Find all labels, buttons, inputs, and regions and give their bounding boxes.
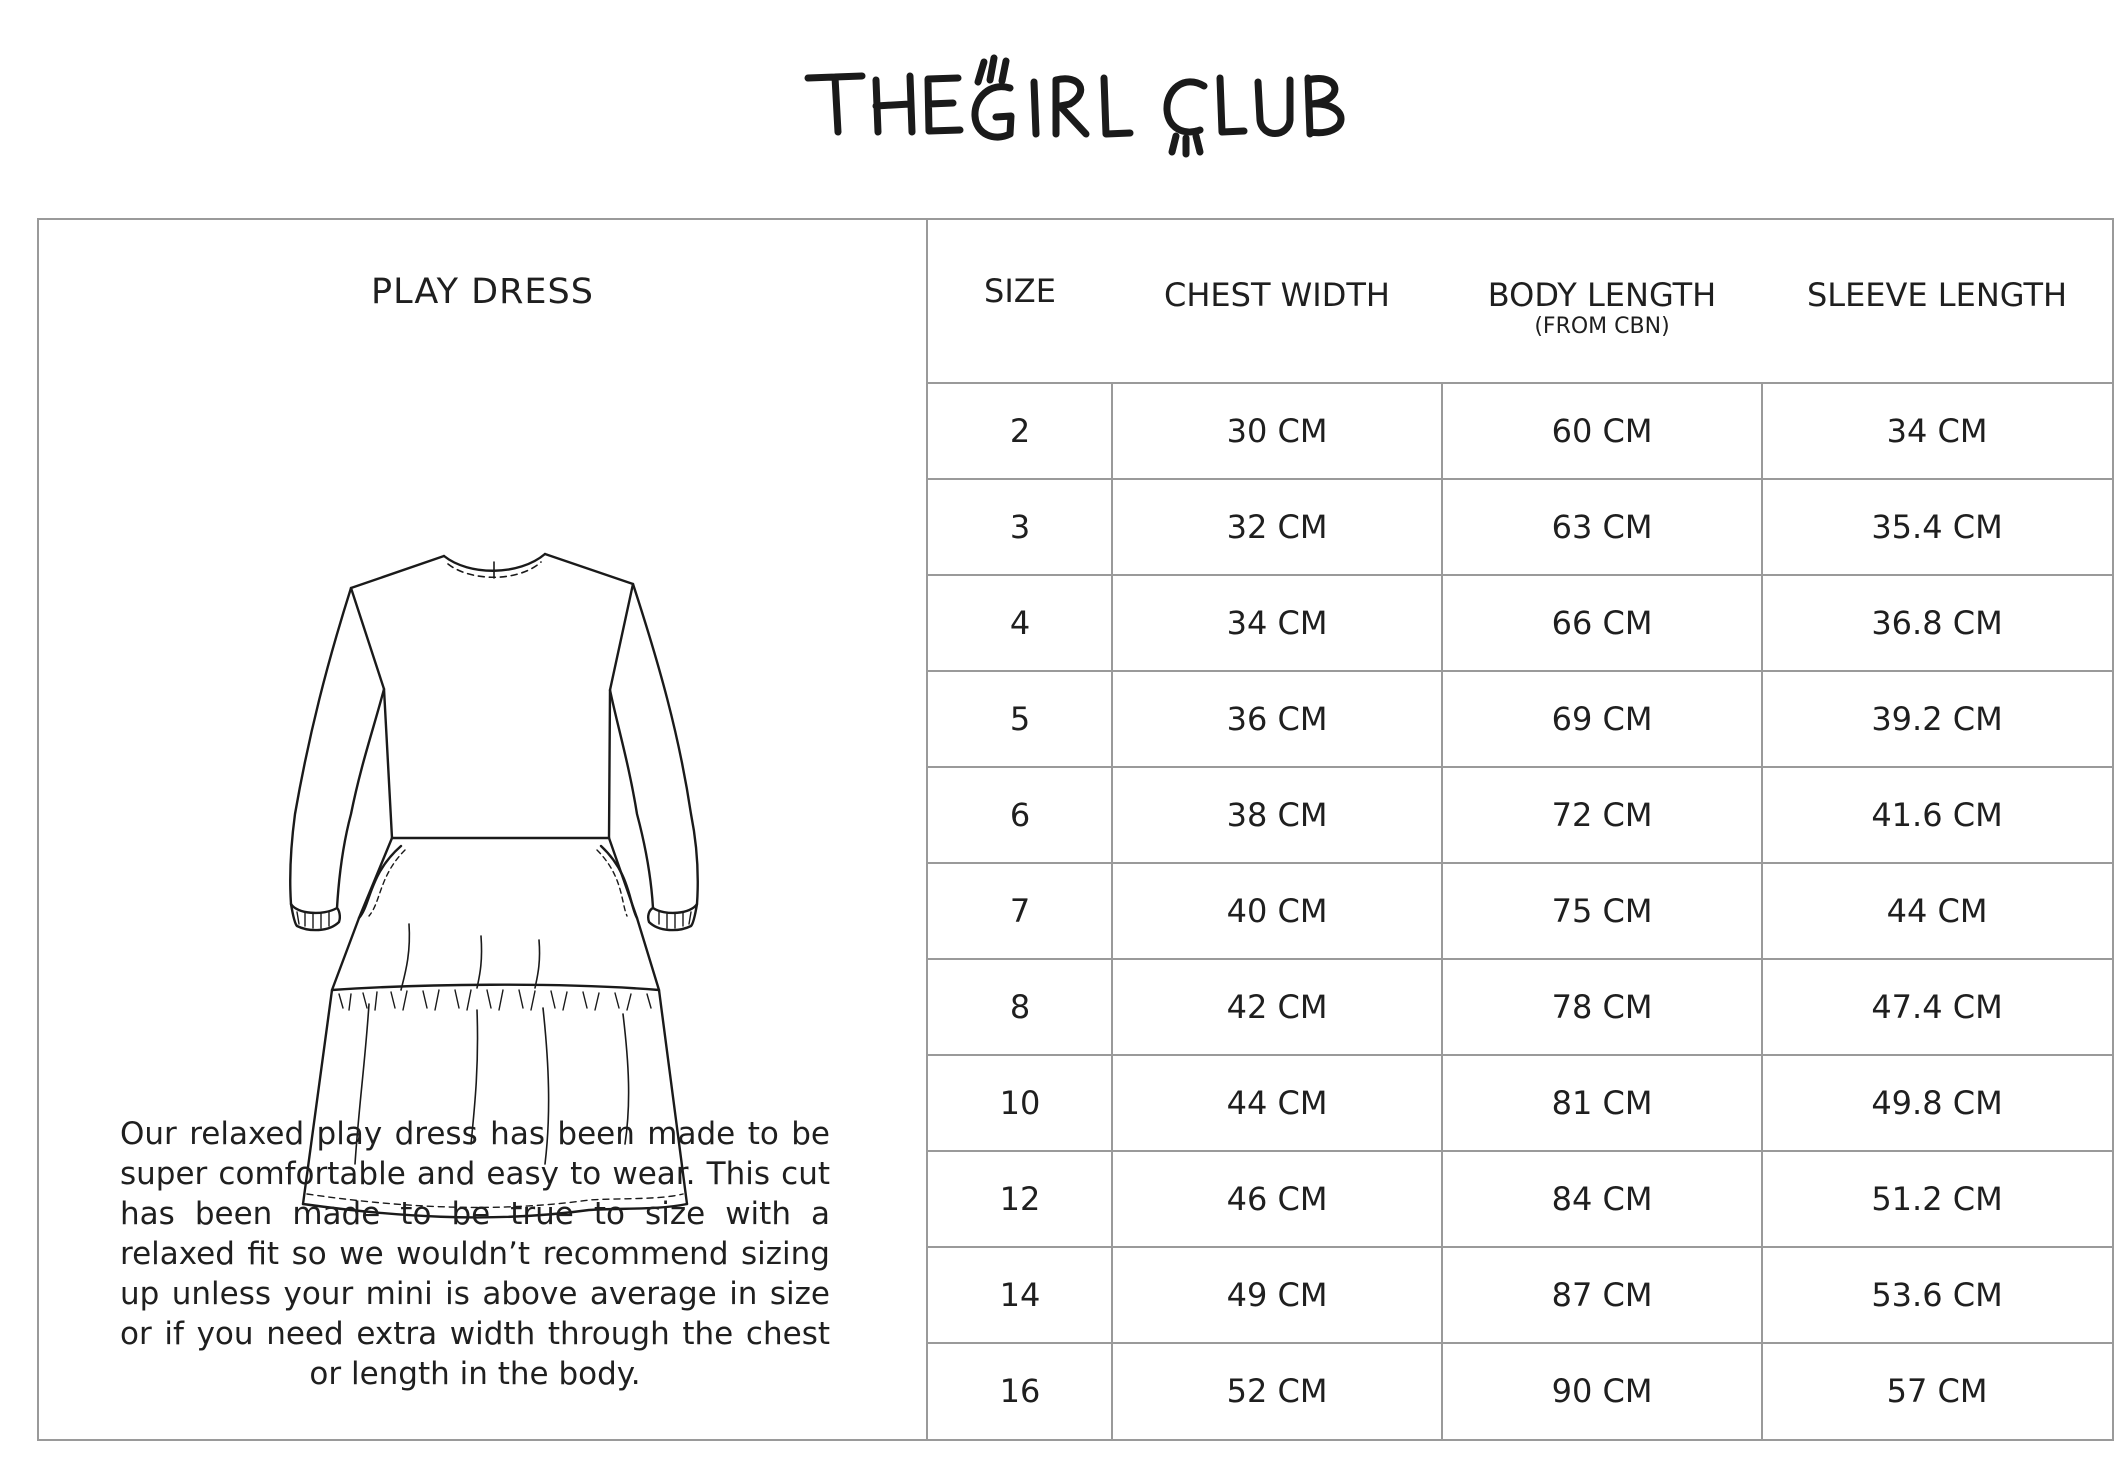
size-cell: 10	[999, 1084, 1041, 1122]
sleeve-length-cell: 44 CM	[1886, 892, 1988, 930]
product-description: Our relaxed play dress has been made to be super comfortable and easy to wear. This cut has been made to be true to size with a relaxed fit so we wouldn’t recommend sizing up unless your mini is above average in size or if you need extra width through the chest or length in the body.	[120, 1116, 830, 1392]
sleeve-length-cell: 57 CM	[1886, 1372, 1988, 1410]
size-cell: 3	[1009, 508, 1031, 546]
body-length-cell: 63 CM	[1551, 508, 1653, 546]
row-divider	[928, 382, 2112, 384]
column-header-label: CHEST WIDTH	[1164, 276, 1390, 314]
column-header-chest-width	[1112, 220, 1442, 383]
size-table	[928, 220, 2112, 1439]
body-length-cell: 84 CM	[1551, 1180, 1653, 1218]
row-divider	[928, 1054, 2112, 1056]
product-panel	[39, 220, 926, 1439]
chest-width-cell: 42 CM	[1226, 988, 1328, 1026]
column-header-body-length	[1442, 220, 1762, 383]
column-header-sleeve-length	[1762, 220, 2112, 383]
size-cell: 12	[999, 1180, 1041, 1218]
size-cell: 8	[1009, 988, 1031, 1026]
body-length-cell: 78 CM	[1551, 988, 1653, 1026]
chest-width-cell: 34 CM	[1226, 604, 1328, 642]
column-header-label: SIZE	[984, 272, 1056, 310]
chest-width-cell: 30 CM	[1226, 412, 1328, 450]
sleeve-length-cell: 34 CM	[1886, 412, 1988, 450]
chest-width-cell: 40 CM	[1226, 892, 1328, 930]
size-cell: 7	[1009, 892, 1031, 930]
column-header-label: BODY LENGTH	[1487, 276, 1717, 314]
row-divider	[928, 478, 2112, 480]
chest-width-cell: 38 CM	[1226, 796, 1328, 834]
sleeve-length-cell: 51.2 CM	[1871, 1180, 2003, 1218]
column-header-label: SLEEVE LENGTH	[1806, 276, 2068, 314]
row-divider	[928, 1150, 2112, 1152]
sleeve-length-cell: 41.6 CM	[1871, 796, 2003, 834]
body-length-cell: 90 CM	[1551, 1372, 1653, 1410]
column-header-sublabel: (FROM CBN)	[1534, 314, 1670, 339]
size-cell: 16	[999, 1372, 1041, 1410]
chest-width-cell: 36 CM	[1226, 700, 1328, 738]
body-length-cell: 66 CM	[1551, 604, 1653, 642]
chest-width-cell: 49 CM	[1226, 1276, 1328, 1314]
body-length-cell: 72 CM	[1551, 796, 1653, 834]
column-header-size	[928, 220, 1112, 383]
sleeve-length-cell: 53.6 CM	[1871, 1276, 2003, 1314]
row-divider	[928, 670, 2112, 672]
body-length-cell: 87 CM	[1551, 1276, 1653, 1314]
sleeve-length-cell: 39.2 CM	[1871, 700, 2003, 738]
chest-width-cell: 46 CM	[1226, 1180, 1328, 1218]
body-length-cell: 81 CM	[1551, 1084, 1653, 1122]
brand-logo	[0, 52, 2124, 162]
sleeve-length-cell: 49.8 CM	[1871, 1084, 2003, 1122]
size-cell: 6	[1009, 796, 1031, 834]
row-divider	[928, 862, 2112, 864]
row-divider	[928, 1342, 2112, 1344]
sleeve-length-cell: 35.4 CM	[1871, 508, 2003, 546]
size-cell: 2	[1009, 412, 1031, 450]
chest-width-cell: 32 CM	[1226, 508, 1328, 546]
row-divider	[928, 1246, 2112, 1248]
size-cell: 4	[1009, 604, 1031, 642]
chest-width-cell: 52 CM	[1226, 1372, 1328, 1410]
product-title: PLAY DRESS	[371, 272, 594, 312]
chest-width-cell: 44 CM	[1226, 1084, 1328, 1122]
size-cell: 5	[1009, 700, 1031, 738]
sleeve-length-cell: 47.4 CM	[1871, 988, 2003, 1026]
body-length-cell: 75 CM	[1551, 892, 1653, 930]
sleeve-length-cell: 36.8 CM	[1871, 604, 2003, 642]
body-length-cell: 60 CM	[1551, 412, 1653, 450]
row-divider	[928, 574, 2112, 576]
body-length-cell: 69 CM	[1551, 700, 1653, 738]
row-divider	[928, 958, 2112, 960]
row-divider	[928, 766, 2112, 768]
size-cell: 14	[999, 1276, 1041, 1314]
